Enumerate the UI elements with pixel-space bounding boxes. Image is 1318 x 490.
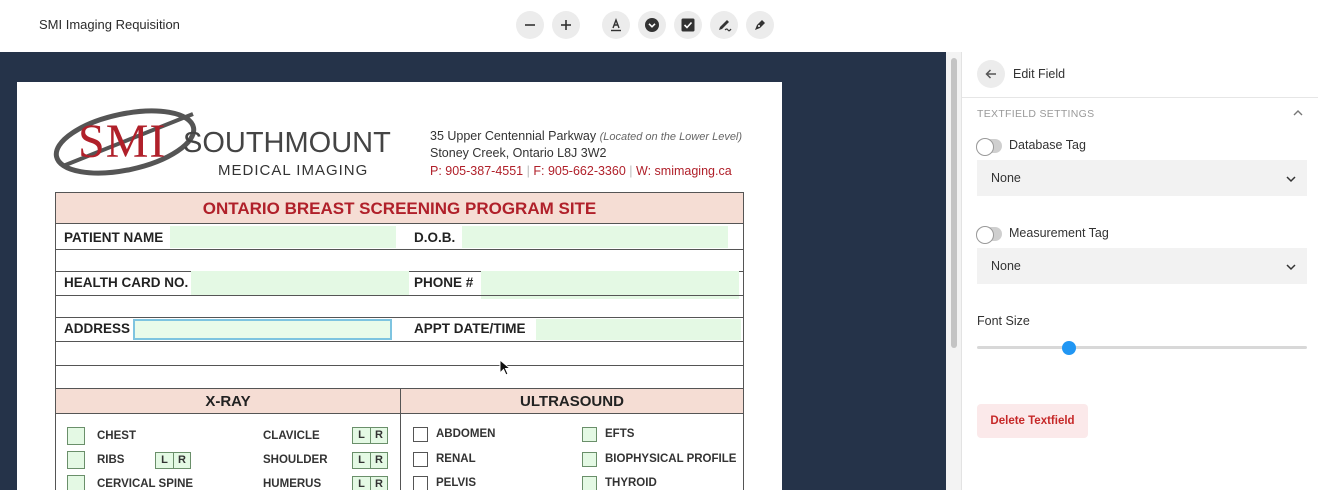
humerus-side-selector[interactable] [352, 476, 388, 490]
renal-checkbox[interactable] [413, 452, 428, 467]
program-banner: ONTARIO BREAST SCREENING PROGRAM SITE [56, 193, 743, 224]
cervical-spine-checkbox[interactable] [67, 475, 85, 490]
divider [56, 341, 743, 342]
dob-label: D.O.B. [414, 230, 456, 245]
appt-label: APPT DATE/TIME [414, 321, 526, 336]
left-option[interactable]: L [358, 478, 365, 490]
biophysical-profile-label: BIOPHYSICAL PROFILE [605, 453, 737, 465]
right-option[interactable]: R [370, 477, 387, 490]
add-signature-button[interactable] [710, 11, 738, 39]
cervical-spine-label: CERVICAL SPINE [97, 478, 194, 490]
minus-icon [523, 18, 537, 32]
left-option[interactable]: L [358, 429, 365, 441]
chest-checkbox[interactable] [67, 427, 85, 445]
database-tag-value: None [991, 171, 1021, 185]
measurement-tag-toggle[interactable] [976, 227, 1002, 241]
plus-icon [559, 18, 573, 32]
pelvis-label: PELVIS [436, 477, 477, 489]
clavicle-side-selector[interactable] [352, 427, 388, 444]
appt-field[interactable] [536, 319, 741, 340]
divider [56, 317, 743, 318]
scrollbar-thumb[interactable] [951, 58, 957, 348]
chest-label: CHEST [97, 430, 136, 442]
abdomen-checkbox[interactable] [413, 427, 428, 442]
zoom-in-button[interactable] [552, 11, 580, 39]
font-size-slider-thumb[interactable] [1062, 341, 1076, 355]
divider [56, 295, 743, 296]
top-bar [0, 0, 1318, 52]
divider [56, 365, 743, 366]
address-field[interactable] [133, 319, 392, 340]
biophysical-profile-checkbox[interactable] [582, 452, 597, 467]
chevron-down-icon [1285, 261, 1297, 273]
thyroid-label: THYROID [605, 477, 657, 489]
shoulder-label: SHOULDER [263, 454, 328, 466]
pelvis-checkbox[interactable] [413, 476, 428, 490]
efts-label: EFTS [605, 428, 635, 440]
right-option[interactable]: R [370, 428, 387, 443]
health-card-field[interactable] [191, 271, 409, 295]
logo-southmount-text: SOUTHMOUNT [183, 127, 391, 159]
zoom-out-button[interactable] [516, 11, 544, 39]
dropdown-icon [644, 17, 660, 33]
abdomen-label: ABDOMEN [436, 428, 496, 440]
renal-label: RENAL [436, 453, 476, 465]
delete-textfield-button[interactable]: Delete Textfield [977, 404, 1088, 438]
dob-field[interactable] [462, 226, 728, 248]
ribs-checkbox[interactable] [67, 451, 85, 469]
clavicle-label: CLAVICLE [263, 430, 320, 442]
panel-title: Edit Field [1013, 67, 1066, 81]
humerus-label: HUMERUS [263, 478, 322, 490]
textfield-settings-header[interactable]: TEXTFIELD SETTINGS [977, 108, 1095, 120]
ribs-label: RIBS [97, 454, 125, 466]
app-title: SMI Imaging Requisition [39, 17, 180, 32]
right-option[interactable]: R [173, 453, 190, 468]
database-tag-toggle[interactable] [976, 139, 1002, 153]
address-line-2: Stoney Creek, Ontario L8J 3W2 [430, 146, 607, 160]
pen-icon [752, 17, 768, 33]
font-size-slider-track[interactable] [977, 346, 1307, 349]
edit-field-panel [962, 52, 1318, 490]
patient-name-label: PATIENT NAME [64, 230, 164, 245]
measurement-tag-value: None [991, 259, 1021, 273]
phone-label: PHONE # [414, 275, 474, 290]
divider [56, 249, 743, 250]
add-text-field-button[interactable] [602, 11, 630, 39]
smi-logo [53, 104, 403, 184]
requisition-form [55, 192, 744, 490]
address-line-1: 35 Upper Centennial Parkway (Located on the Lower Level) [430, 129, 743, 143]
back-button[interactable] [977, 60, 1005, 88]
database-tag-select[interactable] [977, 160, 1307, 196]
mouse-cursor-icon [499, 359, 511, 377]
contact-line: P: 905-387-4551 | F: 905-662-3360 | W: smimaging.ca [430, 164, 732, 178]
ribs-side-selector[interactable] [155, 452, 191, 469]
measurement-tag-label: Measurement Tag [1009, 226, 1109, 240]
font-size-label: Font Size [977, 314, 1030, 328]
divider [962, 97, 1318, 98]
measurement-tag-select[interactable] [977, 248, 1307, 284]
arrow-left-icon [984, 67, 998, 81]
patient-name-field[interactable] [170, 226, 396, 248]
right-option[interactable]: R [370, 453, 387, 468]
logo-medical-text: MEDICAL IMAGING [218, 162, 369, 179]
text-field-icon [609, 18, 623, 32]
database-tag-label: Database Tag [1009, 138, 1086, 152]
xray-header: X-RAY [56, 389, 400, 414]
column-divider [400, 389, 401, 490]
chevron-up-icon[interactable] [1292, 107, 1304, 119]
document-page [17, 82, 782, 490]
signature-icon [716, 17, 732, 33]
add-drawing-button[interactable] [746, 11, 774, 39]
logo-smi-text: SMI [78, 115, 167, 168]
canvas-scrollbar[interactable] [946, 52, 962, 490]
efts-checkbox[interactable] [582, 427, 597, 442]
add-dropdown-button[interactable] [638, 11, 666, 39]
checkbox-icon [680, 17, 696, 33]
ultrasound-header: ULTRASOUND [401, 389, 743, 414]
address-label: ADDRESS [64, 321, 131, 336]
chevron-down-icon [1285, 173, 1297, 185]
shoulder-side-selector[interactable] [352, 452, 388, 469]
left-option[interactable]: L [161, 454, 168, 466]
add-checkbox-button[interactable] [674, 11, 702, 39]
thyroid-checkbox[interactable] [582, 476, 597, 490]
left-option[interactable]: L [358, 454, 365, 466]
health-card-label: HEALTH CARD NO. [64, 275, 189, 290]
document-canvas[interactable] [0, 52, 946, 490]
